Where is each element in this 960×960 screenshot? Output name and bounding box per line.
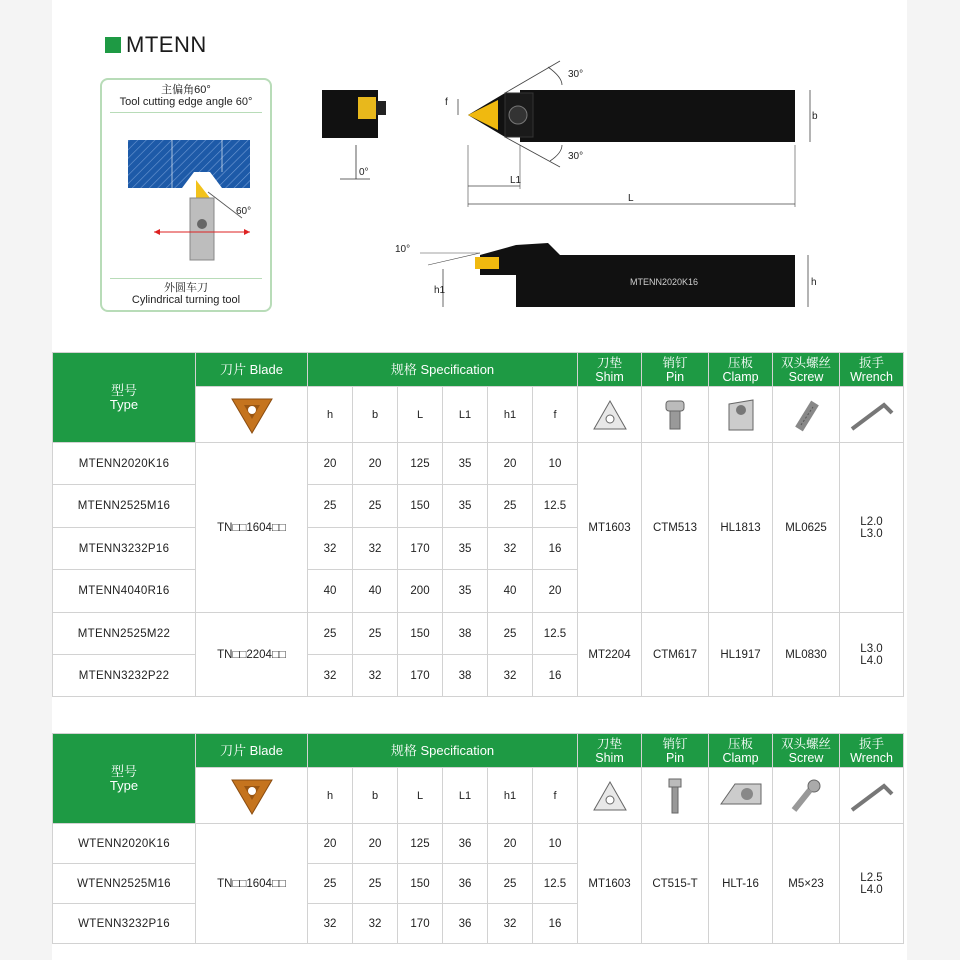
- cell-L1: 35: [443, 528, 488, 570]
- table-row: [53, 824, 904, 864]
- screw-group-2: ML0830: [773, 613, 840, 697]
- col-L1: L1: [443, 768, 488, 824]
- cell-h1: 20: [488, 443, 533, 485]
- shim-icon: [590, 397, 630, 433]
- row-type: MTENN3232P16: [53, 528, 196, 570]
- cell-h: 32: [308, 904, 353, 944]
- type-header-cn: 型号: [110, 382, 137, 398]
- caption-bottom-cn: 外圆车刀: [164, 282, 208, 294]
- pin-group-1: CTM513: [642, 443, 709, 613]
- cell-L1: 35: [443, 570, 488, 613]
- row-type: MTENN2525M16: [53, 485, 196, 528]
- caption-top: [102, 84, 270, 108]
- blade-header: 刀片 Blade: [196, 353, 308, 387]
- col-h1: h1: [488, 768, 533, 824]
- cell-L: 150: [398, 864, 443, 904]
- type-header-en: Type: [109, 396, 139, 412]
- L-label: L: [628, 193, 634, 204]
- spec-table-wtenn: [52, 733, 904, 944]
- type-header: [53, 734, 196, 824]
- cell-h: 25: [308, 864, 353, 904]
- ten-angle-label: 10°: [395, 244, 411, 255]
- wrench-header: 扳手 Wrench: [840, 353, 904, 387]
- shim-header: 刀垫 Shim: [578, 734, 642, 768]
- col-h: h: [308, 768, 353, 824]
- blade-group: TN□□1604□□: [196, 824, 308, 944]
- top-view-shank: [520, 90, 795, 142]
- cell-f: 16: [533, 655, 578, 697]
- shim-group-1: MT1603: [578, 443, 642, 613]
- b-label: b: [812, 111, 818, 122]
- cell-h1: 25: [488, 485, 533, 528]
- spec-table-mtenn: [52, 352, 904, 697]
- cell-f: 10: [533, 824, 578, 864]
- row-type: MTENN4040R16: [53, 570, 196, 613]
- clamp-group: HLT-16: [709, 824, 773, 944]
- cell-L: 170: [398, 655, 443, 697]
- type-header-en: Type: [109, 777, 139, 793]
- cell-b: 40: [353, 570, 398, 613]
- blade-image-cell: [196, 387, 308, 443]
- cell-f: 10: [533, 443, 578, 485]
- type-header-cn: 型号: [110, 763, 137, 779]
- L1-label: L1: [510, 175, 522, 186]
- blade-image-cell: [196, 768, 308, 824]
- cell-f: 12.5: [533, 864, 578, 904]
- tool-drawing: [300, 55, 860, 315]
- cell-h: 32: [308, 528, 353, 570]
- cell-f: 16: [533, 904, 578, 944]
- cell-L: 150: [398, 613, 443, 655]
- wrench-group-1: L2.0 L3.0: [840, 443, 904, 613]
- cell-h1: 32: [488, 528, 533, 570]
- col-h1: h1: [488, 387, 533, 443]
- col-L: L: [398, 387, 443, 443]
- clamp-group-1: HL1813: [709, 443, 773, 613]
- side-view-marking: MTENN2020K16: [630, 277, 699, 287]
- cell-L: 125: [398, 443, 443, 485]
- cell-L1: 38: [443, 655, 488, 697]
- col-L1: L1: [443, 387, 488, 443]
- top-view-screw: [509, 106, 527, 124]
- top-angle-label-1: 30°: [568, 69, 584, 80]
- caption-box: [100, 78, 272, 312]
- pin-image-cell: [642, 768, 709, 824]
- clamp-group-2: HL1917: [709, 613, 773, 697]
- blade-header: 刀片 Blade: [196, 734, 308, 768]
- screw-group: M5×23: [773, 824, 840, 944]
- clamp-header: 压板 Clamp: [709, 353, 773, 387]
- caption-top-en: Tool cutting edge angle 60°: [119, 96, 253, 108]
- cell-L1: 35: [443, 443, 488, 485]
- wrench-image-cell: [840, 768, 904, 824]
- row-type: WTENN2020K16: [53, 824, 196, 864]
- cell-b: 20: [353, 443, 398, 485]
- type-header: [53, 353, 196, 443]
- screw-shape: [197, 219, 207, 229]
- col-L: L: [398, 768, 443, 824]
- cell-h: 32: [308, 655, 353, 697]
- table-row: [53, 613, 904, 655]
- cell-h: 25: [308, 613, 353, 655]
- wrench-group-2: L3.0 L4.0: [840, 613, 904, 697]
- caption-angle: 60°: [236, 206, 252, 217]
- screw-group-1: ML0625: [773, 443, 840, 613]
- cell-h1: 20: [488, 824, 533, 864]
- h-label: h: [811, 277, 817, 288]
- caption-bottom: [102, 282, 270, 306]
- col-b: b: [353, 387, 398, 443]
- shim-icon: [590, 778, 630, 814]
- blade-group-1: TN□□1604□□: [196, 443, 308, 613]
- cell-L: 170: [398, 904, 443, 944]
- side-view-insert: [475, 257, 499, 269]
- wrench-group: L2.5 L4.0: [840, 824, 904, 944]
- col-f: f: [533, 768, 578, 824]
- cell-L1: 36: [443, 824, 488, 864]
- cell-L1: 36: [443, 864, 488, 904]
- pin-icon: [658, 775, 692, 817]
- blade-insert-icon: [230, 776, 274, 816]
- cell-f: 20: [533, 570, 578, 613]
- heading-title: MTENN: [126, 32, 207, 57]
- cell-L: 150: [398, 485, 443, 528]
- col-h: h: [308, 387, 353, 443]
- spec-header: 规格 Specification: [308, 734, 578, 768]
- pin-image-cell: [642, 387, 709, 443]
- caption-top-cn: 主偏角60°: [161, 84, 211, 96]
- row-type: WTENN3232P16: [53, 904, 196, 944]
- cell-b: 32: [353, 904, 398, 944]
- cell-b: 32: [353, 528, 398, 570]
- row-type: MTENN3232P22: [53, 655, 196, 697]
- cell-f: 12.5: [533, 485, 578, 528]
- blade-insert-icon: [230, 395, 274, 435]
- shim-group-2: MT2204: [578, 613, 642, 697]
- cell-b: 25: [353, 613, 398, 655]
- shim-image-cell: [578, 768, 642, 824]
- clamp-icon: [717, 776, 765, 816]
- f-label: f: [445, 97, 448, 108]
- row-type: MTENN2020K16: [53, 443, 196, 485]
- wrench-icon: [848, 395, 896, 435]
- cell-L1: 35: [443, 485, 488, 528]
- cell-L: 170: [398, 528, 443, 570]
- cell-h1: 32: [488, 904, 533, 944]
- cell-L1: 38: [443, 613, 488, 655]
- cell-L1: 36: [443, 904, 488, 944]
- screw-header: 双头螺丝 Screw: [773, 353, 840, 387]
- cell-h1: 40: [488, 570, 533, 613]
- cell-h1: 25: [488, 613, 533, 655]
- cell-h1: 25: [488, 864, 533, 904]
- col-b: b: [353, 768, 398, 824]
- pin-group-2: CTM617: [642, 613, 709, 697]
- shim-image-cell: [578, 387, 642, 443]
- clamp-icon: [723, 394, 759, 436]
- wrench-icon: [848, 776, 896, 816]
- cell-b: 25: [353, 485, 398, 528]
- caption-divider-bottom: [110, 278, 262, 279]
- pin-icon: [658, 395, 692, 435]
- cell-h: 20: [308, 443, 353, 485]
- blade-group-2: TN□□2204□□: [196, 613, 308, 697]
- cell-h: 20: [308, 824, 353, 864]
- clamp-image-cell: [709, 387, 773, 443]
- cell-b: 25: [353, 864, 398, 904]
- top-angle-label-2: 30°: [568, 151, 584, 162]
- pin-group: CT515-T: [642, 824, 709, 944]
- heading-marker: [105, 37, 121, 53]
- cell-L: 125: [398, 824, 443, 864]
- cell-b: 32: [353, 655, 398, 697]
- cell-f: 16: [533, 528, 578, 570]
- screw-icon: [789, 395, 823, 435]
- screw-icon: [786, 776, 826, 816]
- wrench-image-cell: [840, 387, 904, 443]
- cell-h: 25: [308, 485, 353, 528]
- workpiece-shape: [128, 140, 250, 188]
- caption-divider-top: [110, 112, 262, 113]
- section-heading: [105, 32, 207, 58]
- table-row: [53, 443, 904, 485]
- cell-b: 20: [353, 824, 398, 864]
- end-view-insert: [358, 97, 376, 119]
- cell-f: 12.5: [533, 613, 578, 655]
- pin-header: 销钉 Pin: [642, 734, 709, 768]
- shim-header: 刀垫 Shim: [578, 353, 642, 387]
- zero-angle-label: 0°: [359, 167, 369, 178]
- spec-header: 规格 Specification: [308, 353, 578, 387]
- shim-group: MT1603: [578, 824, 642, 944]
- row-type: MTENN2525M22: [53, 613, 196, 655]
- h1-label: h1: [434, 285, 446, 296]
- top-view-insert: [468, 100, 498, 130]
- clamp-header: 压板 Clamp: [709, 734, 773, 768]
- turning-illustration: [102, 116, 270, 276]
- screw-header: 双头螺丝 Screw: [773, 734, 840, 768]
- cell-h: 40: [308, 570, 353, 613]
- wrench-header: 扳手 Wrench: [840, 734, 904, 768]
- clamp-image-cell: [709, 768, 773, 824]
- row-type: WTENN2525M16: [53, 864, 196, 904]
- pin-header: 销钉 Pin: [642, 353, 709, 387]
- col-f: f: [533, 387, 578, 443]
- screw-image-cell: [773, 768, 840, 824]
- cell-h1: 32: [488, 655, 533, 697]
- caption-bottom-en: Cylindrical turning tool: [131, 294, 241, 306]
- cell-L: 200: [398, 570, 443, 613]
- screw-image-cell: [773, 387, 840, 443]
